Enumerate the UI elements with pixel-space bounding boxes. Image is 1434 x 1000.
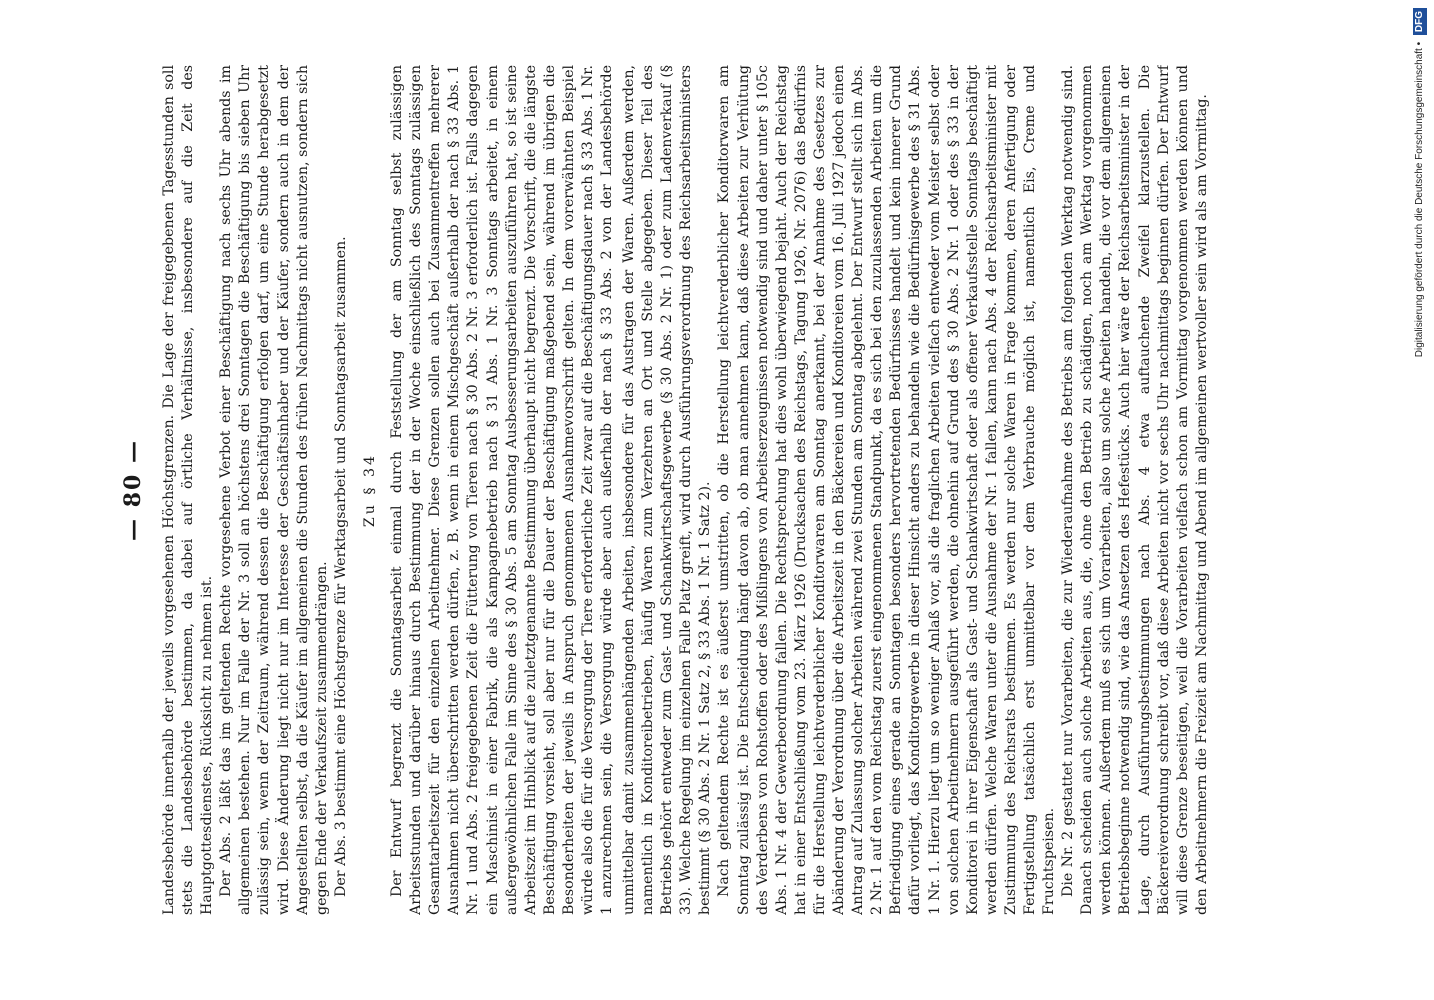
paragraph: unmittelbar damit zusammenhängenden Arbeiten, insbesondere für das Austragen der Waren. Außerdem werden, namentlich in Konditoreibetrieben, häufig Waren zum Verzehren an Ort und Stelle abgegeben. Dieser Teil des Betriebs gehört entweder zum Gast- und Schankwirtschaftsgewerbe (§ 30 Abs. 2 Nr. 1) oder zum Ladenverkauf (§ 33). Welche Regelung im einzelnen Falle Platz greift, wird durch Ausführungsverordnung des Reichsarbeitsministers bestimmt (§ 30 Abs. 2 Nr. 1 Satz 2, § 33 Abs. 1 Nr. 1 Satz 2). [621, 65, 714, 915]
paragraph: Landesbehörde innerhalb der jeweils vorgesehenen Höchstgrenzen. Die Lage der freigegebenen Tagesstunden soll stets die Landesbehörde bestimmen, da dabei auf örtliche Verhältnisse, insbesondere auf die Zeit des Hauptgottesdienstes, Rücksicht zu nehmen ist. [161, 65, 216, 915]
rotated-print-area [120, 65, 1320, 915]
paragraph: Nach geltendem Rechte ist es äußerst umstritten, ob die Herstellung leichtverderblicher Konditorwaren am Sonntag zulässig ist. Die Entscheidung hängt davon ab, ob man annehmen kann, daß diese Arbeiten zur Verhütung des Verderbens von Rohstoffen oder des Mißlingens von Arbeitserzeugnissen notwendig sind und daher unter § 105c Abs. 1 Nr. 4 der Gewerbeordnung fallen. Die Rechtsprechung hat dies wohl überwiegend bejaht. Auch der Reichstag hat in einer Entschließung vom 23. März 1926 (Drucksachen des Reichstags, Tagung 1926, Nr. 2076) das Bedürfnis für die Herstellung leichtverderblicher Konditorwaren am Sonntag anerkannt, bei der Annahme des Gesetzes zur Abänderung der Verordnung über die Arbeitszeit in den Bäckereien und Konditoreien vom 16. Juli 1927 jedoch einen Antrag auf Zulassung solcher Arbeiten während zwei Stunden am Sonntag abgelehnt. Der Entwurf stellt sich im Abs. 2 Nr. 1 auf den vom Reichstag zuerst eingenommenen Standpunkt, da es sich bei den zuzulassenden Arbeiten um die Befriedigung eines gerade an Sonntagen besonders hervortretenden Bedürfnisses handelt und kein innerer Grund dafür vorliegt, das Konditorgewerbe in dieser Hinsicht anders zu behandeln wie die Bedürfnisgewerbe des § 31 Abs. 1 Nr. 1. Hierzu liegt um so weniger Anlaß vor, als die fraglichen Arbeiten vielfach entweder vom Meister selbst oder von solchen Arbeitnehmern ausgeführt werden, die ohnehin auf Grund des § 30 Abs. 2 Nr. 1 oder des § 33 in der Konditorei in ihrer Eigenschaft als Gast- und Schankwirtschaft oder als offener Verkaufsstelle Sonntags beschäftigt werden dürfen. Welche Waren unter die Ausnahme der Nr. 1 fallen, kann nach Abs. 4 der Reichsarbeitsminister mit Zustimmung des Reichsrats bestimmen. Es werden nur solche Waren in Frage kommen, deren Anfertigung oder Fertigstellung tatsächlich erst unmittelbar vor dem Verbrauche möglich ist, namentlich Eis, Creme und Fruchtspeisen. [716, 65, 1058, 915]
paragraph: Die Nr. 2 gestattet nur Vorarbeiten, die zur Wiederaufnahme des Betriebs am folgenden Werktag notwendig sind. Danach scheiden auch solche Arbeiten aus, die, ohne den Betrieb zu schädigen, noch am Werktag vorgenommen werden können. Außerdem muß es sich um Vorarbeiten, also um solche Arbeiten handeln, die vor dem allgemeinen Betriebsbeginne notwendig sind, wie das Ansetzen des Hefestücks. Auch hier wäre der Reichsarbeitsminister in der Lage, durch Ausführungsbestimmungen nach Abs. 4 etwa auftauchende Zweifel klarzustellen. Die Bäckereiverordnung schreibt vor, daß diese Arbeiten nicht vor sechs Uhr nachmittags beginnen dürfen. Der Entwurf will diese Grenze beseitigen, weil die Vorarbeiten vielfach schon am Vormittag vorgenommen werden können und den Arbeitnehmern die Freizeit am Nachmittag und Abend im allgemeinen wertvoller sein wird als am Vormittag. [1060, 65, 1210, 915]
paragraph: Der Abs. 3 bestimmt eine Höchstgrenze für Werktagsarbeit und Sonntagsarbeit zusammen. [332, 236, 349, 897]
paragraph: Der Entwurf begrenzt die Sonntagsarbeit einmal durch Feststellung der am Sonntag selbst zulässigen Arbeitsstunden und darüber hinaus durch Bestimmung der in der Woche einschließlich des Sonntags zulässigen Gesamtarbeitszeit für den einzelnen Arbeitnehmer. Diese Grenzen sollen auch bei Zusammentreffen mehrerer Ausnahmen nicht überschritten werden dürfen, z. B. wenn in einem Mischgeschäft außerhalb der nach § 33 Abs. 1 Nr. 1 und Abs. 2 freigegebenen Zeit die Fütterung von Tieren nach § 30 Abs. 2 Nr. 3 erforderlich ist. Falls dagegen ein Maschinist in einer Fabrik, die als Kampagnebetrieb nach § 31 Abs. 1 Nr. 3 Sonntags arbeitet, in einem außergewöhnlichen Falle im Sinne des § 30 Abs. 5 am Sonntag Ausbesserungsarbeiten auszuführen hat, so ist seine Arbeitszeit im Hinblick auf die zuletztgenannte Bestimmung überhaupt nicht begrenzt. Die Vorschrift, die die längste Beschäftigung vorsieht, soll aber nur für die Dauer der Beschäftigung maßgebend sein, während im übrigen die Besonderheiten der jeweils in Anspruch genommenen Ausnahmevorschrift gelten. In dem vorerwähnten Beispiel würde also die für die Versorgung der Tiere erforderliche Zeit zwar auf die Beschäftigungsdauer nach § 33 Abs. 1 Nr. 1 anzurechnen sein, die Versorgung würde aber auch außerhalb der nach § 33 Abs. 2 von der Landesbehörde [389, 65, 615, 915]
page-number: — 80 — [120, 439, 146, 541]
section-heading: Zu § 34 [361, 452, 378, 528]
text-column-left [160, 65, 615, 915]
text-column-right [620, 65, 1325, 915]
paragraph: Der Abs. 2 läßt das im geltenden Rechte vorgesehene Verbot einer Beschäftigung nach sechs Uhr abends im allgemeinen bestehen. Nur im Falle der Nr. 3 soll an höchstens drei Sonntagen die Beschäftigung bis sieben Uhr zulässig sein, wenn der Zeitraum, während dessen die Beschäftigung erfolgen darf, um eine Stunde herabgesetzt wird. Diese Änderung liegt nicht nur im Interesse der Geschäftsinhaber und der Käufer, sondern auch in dem der Angestellten selbst, da die Käufer im allgemeinen die Stunden des frühen Nachmittags nicht ausnutzen, sondern sich gegen Ende der Verkaufszeit zusammendrängen. [218, 65, 330, 915]
dfg-logo: DFG [1413, 8, 1427, 35]
digitization-credit [1408, 8, 1432, 992]
digitization-note: Digitalisierung gefördert durch die Deutsche Forschungsgemeinschaft • [1414, 41, 1425, 358]
digitization-sidebar [1408, 8, 1432, 992]
